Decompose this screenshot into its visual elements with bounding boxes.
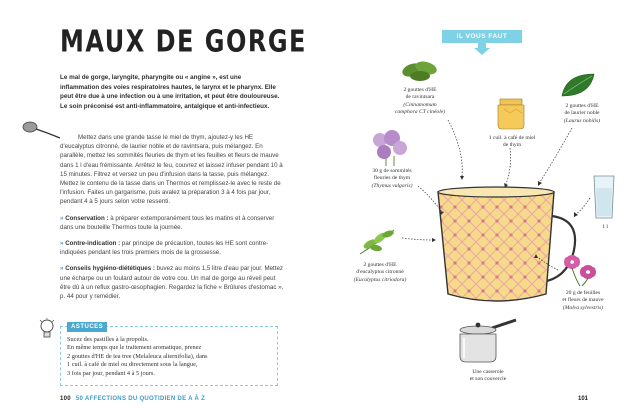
astuces-line: 1 cuil. à café de miel ou directement sous la langue, bbox=[67, 361, 198, 369]
caption-line: de thym bbox=[502, 142, 522, 149]
page-number: 100 bbox=[60, 396, 71, 402]
caption-line: 20 g de feuilles bbox=[565, 290, 601, 296]
dotted-arrows bbox=[322, 0, 644, 414]
astuces-line: Sucez des pastilles à la propolis. bbox=[67, 336, 149, 343]
caption-latin: camphora CT cinéole) bbox=[394, 109, 446, 116]
spoon-icon bbox=[22, 119, 62, 141]
caption-latin: (Eucalyptus citriodora) bbox=[353, 276, 407, 283]
astuces-tag: ASTUCES bbox=[67, 322, 107, 332]
caption-line: 1 cuil. à café de miel bbox=[488, 135, 536, 141]
lightbulb-icon bbox=[38, 318, 56, 340]
caption-line: de ravintsara bbox=[405, 94, 435, 101]
caption-latin: (Malva sylvestris) bbox=[562, 304, 604, 311]
caption-line: 2 gouttes d'HE bbox=[565, 103, 599, 109]
conservation-text: à préparer extemporanément tous les matins et à conserver dans une bouteille Thermos toute la journée. bbox=[60, 214, 275, 231]
astuces-line: 2 gouttes d'HE de tea tree (Melaleuca alternifolia), dans bbox=[67, 352, 208, 360]
caption-line: 30 g de sommités bbox=[372, 168, 412, 174]
conseils-paragraph bbox=[60, 264, 284, 301]
caption-line: et son couvercle bbox=[469, 376, 507, 383]
contre-indication-text: par principe de précaution, toutes les HE sont contre-indiquées pendant les trois premiers mois de la grossesse. bbox=[60, 240, 269, 257]
caption-line: 2 gouttes d'HE bbox=[403, 87, 437, 93]
method-paragraph: Mettez dans une grande tasse le miel de thym, ajoutez-y les HE d'eucalyptus citronné, de laurier noble et de ravintsara, puis mélangez. En parallèle, mettez les sommités fleuries de thym et les feuilles et fleurs de mauve dans 1 l d'eau frémissante. Arrêtez le feu, couvrez et laissez infuser pendant 10 à 15 minutes. Filtrez et versez un peu d'infusion dans la tasse, puis mélangez. Mettez le contenu de la tasse dans un Thermos et remplissez-le avec le reste de l'infusion. Faites un gargarisme, puis avalez la préparation 3 à 4 fois par jour, pendant 4 à 5 jours selon votre ressenti. bbox=[60, 134, 283, 206]
caption-line: d'eucalyptus citronné bbox=[356, 269, 404, 276]
bullet-symbol: » bbox=[60, 265, 64, 273]
caption-line: Une casserole bbox=[472, 369, 504, 375]
caption-line: et fleurs de mauve bbox=[562, 297, 604, 304]
conservation-label: Conservation : bbox=[65, 214, 109, 222]
body-text bbox=[60, 133, 284, 308]
page-title: MAUX DE GORGE bbox=[60, 24, 307, 59]
bullet-symbol: » bbox=[60, 214, 64, 222]
conservation-paragraph bbox=[60, 214, 284, 232]
contre-indication-paragraph bbox=[60, 239, 284, 257]
contre-indication-label: Contre-indication : bbox=[65, 240, 121, 248]
conseils-text: buvez au moins 1,5 litre d'eau par jour. Mettez une écharpe ou un foulard autour de votre cou. Un mal de gorge au réveil peut être dû à un reflux gastro-œsophagien. Regardez la fiche « Brûlures d'estomac », p. 44 pour y remédier. bbox=[60, 265, 284, 301]
bullet-symbol: » bbox=[60, 240, 64, 248]
page-number-right: 101 bbox=[578, 396, 589, 402]
intro-paragraph: Le mal de gorge, laryngite, pharyngite ou « angine », est une inflammation des voies respiratoires hautes, le larynx et le pharynx. Elle peut être due à une infection ou à une irritation, et peut être douloureuse. Le soin préconisé est anti-inflammatoire, antalgique et anti-infectieux. bbox=[60, 74, 280, 110]
caption-line: 2 gouttes d'HE bbox=[363, 262, 397, 268]
caption-latin: (Cinnamomum bbox=[403, 101, 437, 108]
caption-line: de laurier noble bbox=[564, 110, 600, 117]
caption-latin: (Thymus vulgaris) bbox=[371, 182, 413, 189]
running-title: 50 AFFECTIONS DU QUOTIDIEN DE A À Z bbox=[75, 396, 206, 402]
caption-latin: (Laurus nobilis) bbox=[563, 117, 601, 124]
caption-line: 1 l bbox=[602, 224, 608, 230]
astuces-line: En même temps que le traitement aromatique, prenez bbox=[67, 344, 202, 352]
astuces-line: 3 fois par jour, pendant 4 à 5 jours. bbox=[67, 369, 155, 377]
right-page bbox=[322, 0, 644, 414]
conseils-label: Conseils hygiéno-diététiques : bbox=[65, 265, 155, 273]
caption-line: fleuries de thym bbox=[373, 175, 411, 182]
footer-left bbox=[60, 396, 205, 402]
il-vous-faut-banner: IL VOUS FAUT bbox=[442, 30, 522, 43]
astuces-box bbox=[60, 326, 278, 386]
